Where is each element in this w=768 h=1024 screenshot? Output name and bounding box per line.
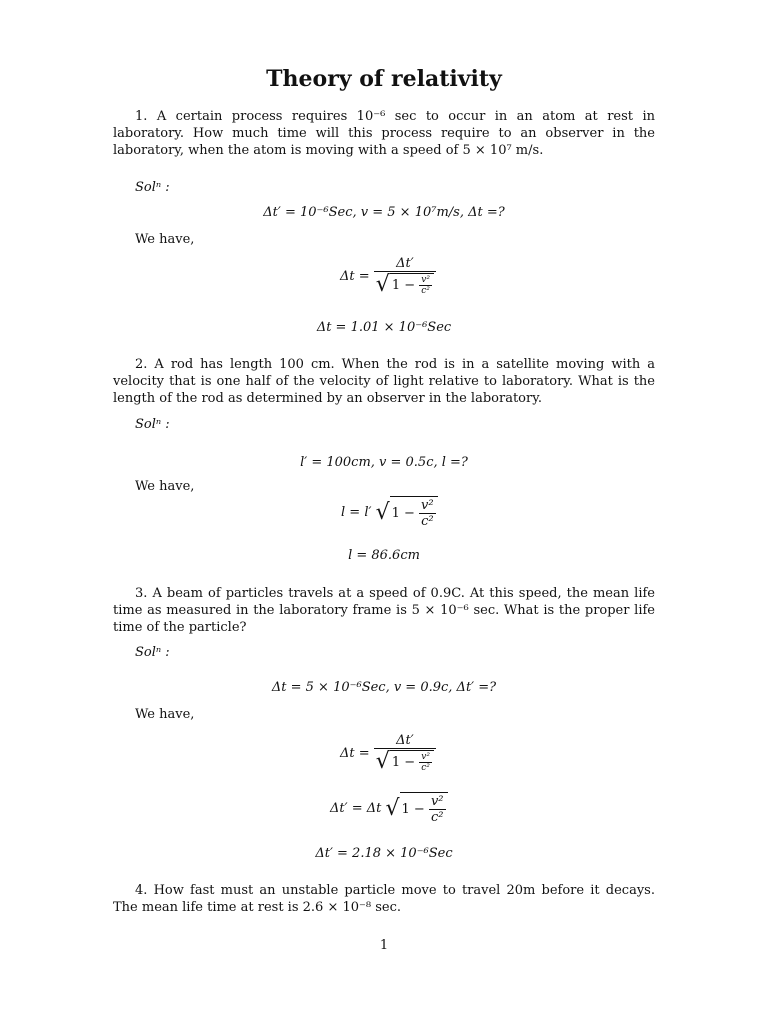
time-dilation-formula xyxy=(340,733,436,774)
one-minus: 1 − xyxy=(391,278,416,293)
solution-label: Solⁿ : xyxy=(135,417,170,432)
we-have-label: We have, xyxy=(135,707,195,722)
fraction xyxy=(374,256,436,297)
v2: v² xyxy=(421,275,430,285)
length-contraction-formula xyxy=(341,496,438,529)
one-minus: 1 − xyxy=(391,506,415,521)
formula-lhs: l = l′ xyxy=(341,505,372,520)
solution-label: Solⁿ : xyxy=(135,645,170,660)
square-root: √ 1 − $\frac{\text{v²}}{\text{c²}}$ xyxy=(385,792,447,825)
problem-3 xyxy=(113,585,655,636)
problem-number: 4. xyxy=(135,883,148,898)
problem-number: 3. xyxy=(135,586,148,601)
result: Δt = 1.01 × 10⁻⁶Sec xyxy=(316,320,452,335)
we-have-label: We have, xyxy=(135,232,195,247)
problem-text: A certain process requires 10⁻⁶ sec to occur in an atom at rest in laboratory. How much time will this process require to an observer in the laboratory, when the atom is moving with a speed of 5 × 10⁷ m/s. xyxy=(113,109,655,158)
square-root: √ 1 − $\frac{\text{v²}}{\text{c²}}$ xyxy=(376,496,438,529)
problem-number: 2. xyxy=(135,357,148,372)
c2: c² xyxy=(429,809,446,825)
v2: v² xyxy=(421,752,430,762)
formula-lhs: Δt = xyxy=(340,269,370,284)
given-values: Δt = 5 × 10⁻⁶Sec, v = 0.9c, Δt′ =? xyxy=(271,680,497,695)
problem-2 xyxy=(113,356,655,407)
problem-4 xyxy=(113,882,655,916)
v2-over-c2 xyxy=(429,794,446,825)
problem-text: A beam of particles travels at a speed of 0.9C. At this speed, the mean life time as measured in the laboratory frame is 5 × 10⁻⁶ sec. What is the proper life time of the particle? xyxy=(113,586,655,635)
v2: v² xyxy=(430,794,444,809)
problem-number: 1. xyxy=(135,109,148,124)
problem-1 xyxy=(113,108,655,159)
c2: c² xyxy=(419,285,432,296)
time-dilation-formula xyxy=(340,256,436,297)
formula-lhs: Δt′ = Δt xyxy=(330,801,382,816)
result: Δt′ = 2.18 × 10⁻⁶Sec xyxy=(315,846,453,861)
c2: c² xyxy=(419,762,432,773)
one-minus: 1 − xyxy=(401,802,425,817)
page-number: 1 xyxy=(379,938,389,953)
fraction xyxy=(374,733,436,774)
result: l = 86.6cm xyxy=(348,548,420,563)
fraction-numerator: Δt′ xyxy=(396,733,414,748)
problem-text: How fast must an unstable particle move to travel 20m before it decays. The mean life time at rest is 2.6 × 10⁻⁸ sec. xyxy=(113,883,655,915)
v2-over-c2 xyxy=(419,752,432,773)
square-root: √ 1 − $\frac{\text{v²}}{\text{c²}}$ xyxy=(376,749,434,774)
v2: v² xyxy=(421,498,434,513)
problem-text: A rod has length 100 cm. When the rod is in a satellite moving with a velocity that is one half of the velocity of light relative to laboratory. What is the length of the rod as determined by an observer in the laboratory. xyxy=(113,357,655,406)
page-title: Theory of relativity xyxy=(266,66,502,92)
given-values: l′ = 100cm, v = 0.5c, l =? xyxy=(300,455,468,470)
c2: c² xyxy=(419,513,436,529)
square-root: √ 1 − $\frac{\text{v²}}{\text{c²}}$ xyxy=(376,272,434,297)
given-values: Δt′ = 10⁻⁶Sec, v = 5 × 10⁷m/s, Δt =? xyxy=(263,205,505,220)
v2-over-c2 xyxy=(419,275,432,296)
fraction-denominator xyxy=(374,271,436,297)
fraction-denominator xyxy=(374,748,436,774)
proper-time-formula xyxy=(330,792,448,825)
solution-label: Solⁿ : xyxy=(135,180,170,195)
one-minus: 1 − xyxy=(391,755,416,770)
v2-over-c2 xyxy=(419,498,436,529)
fraction-numerator: Δt′ xyxy=(396,256,414,271)
formula-lhs: Δt = xyxy=(340,746,370,761)
we-have-label: We have, xyxy=(135,479,195,494)
